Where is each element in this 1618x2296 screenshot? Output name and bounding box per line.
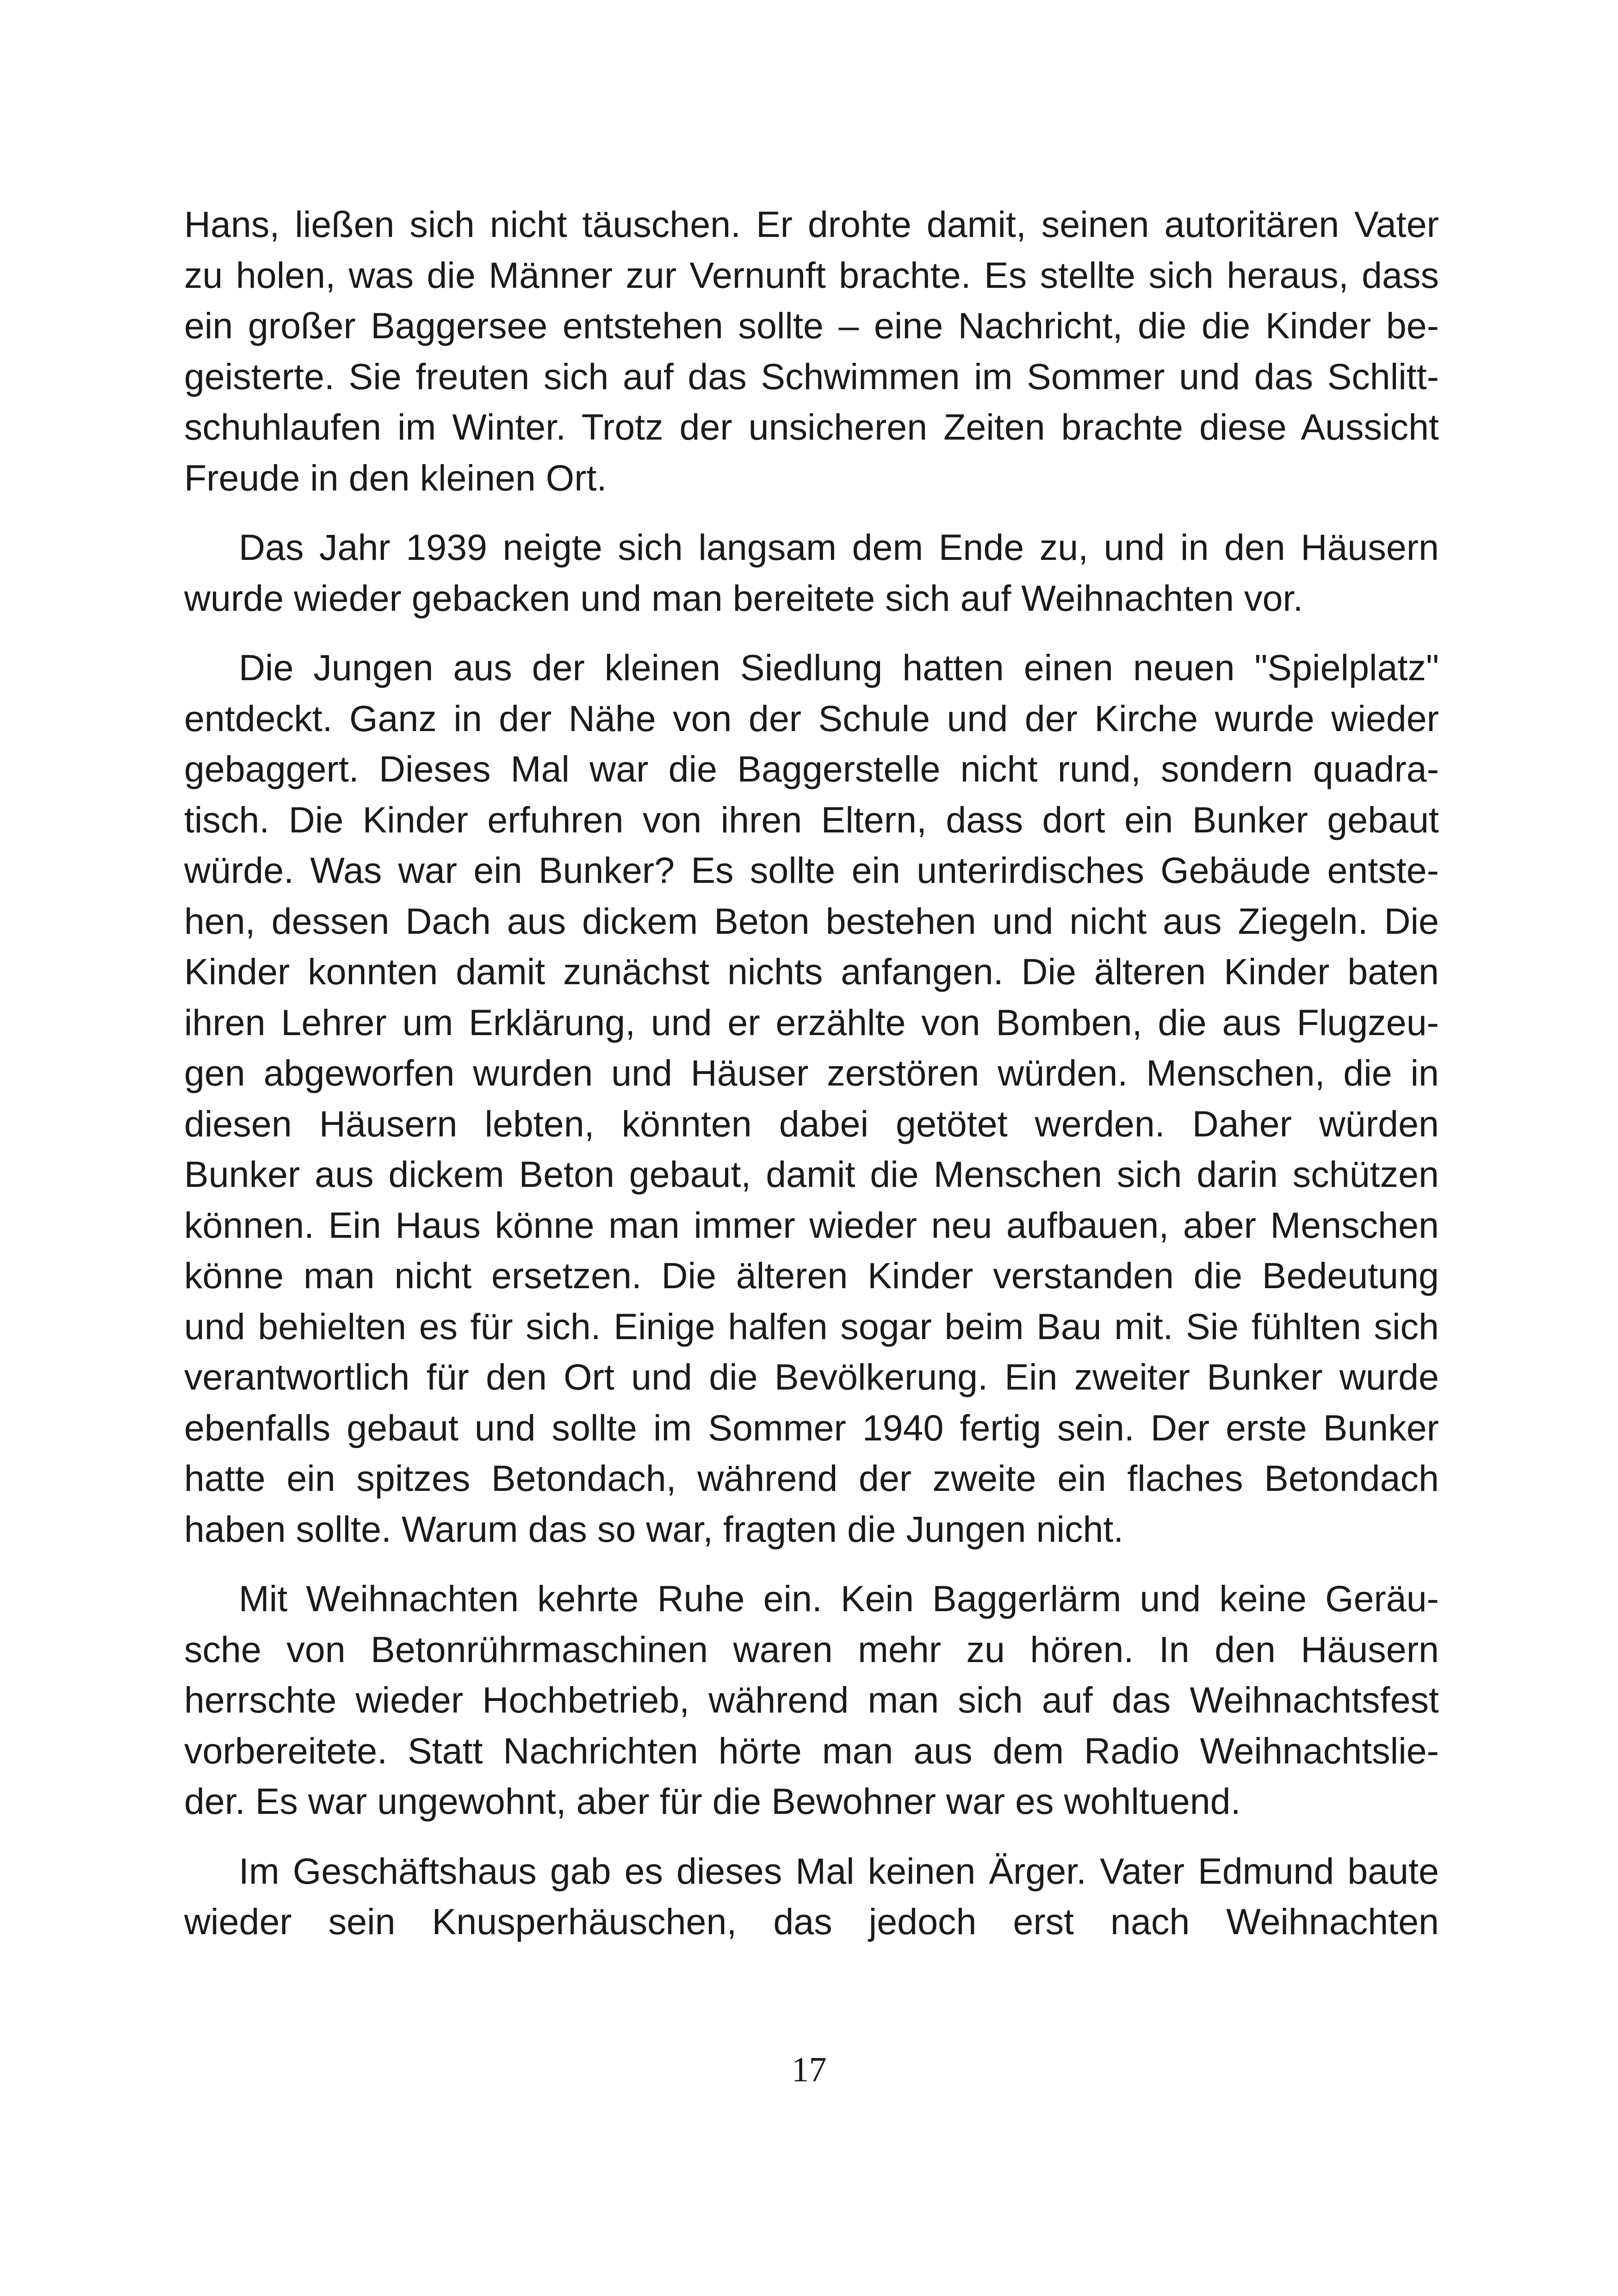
text-line: schuhlaufen im Winter. Trotz der unsicheren Zeiten brachte diese Aussicht <box>184 406 1439 447</box>
text-line: tisch. Die Kinder erfuhren von ihren Eltern, dass dort ein Bunker gebaut <box>184 799 1439 840</box>
text-line: haben sollte. Warum das so war, fragten die Jungen nicht. <box>184 1508 1124 1550</box>
text-line: ebenfalls gebaut und sollte im Sommer 1940 fertig sein. Der erste Bunker <box>184 1407 1439 1448</box>
paragraph <box>184 199 1439 503</box>
text-line: könne man nicht ersetzen. Die älteren Kinder verstanden die Bedeutung <box>184 1255 1439 1296</box>
paragraph <box>184 522 1439 623</box>
text-line: Hans, ließen sich nicht täuschen. Er drohte damit, seinen autoritären Vater <box>184 204 1439 245</box>
text-line: Im Geschäftshaus gab es dieses Mal keinen Ärger. Vater Edmund baute <box>239 1850 1439 1892</box>
paragraph <box>184 1573 1439 1827</box>
text-line: können. Ein Haus könne man immer wieder neu aufbauen, aber Menschen <box>184 1204 1439 1246</box>
text-line: ein großer Baggersee entstehen sollte – eine Nachricht, die die Kinder be- <box>184 305 1439 346</box>
text-line: wieder sein Knusperhäuschen, das jedoch erst nach Weihnachten <box>184 1901 1439 1942</box>
text-line: Die Jungen aus der kleinen Siedlung hatten einen neuen "Spielplatz" <box>239 647 1439 688</box>
text-line: diesen Häusern lebten, könnten dabei getötet werden. Daher würden <box>184 1103 1439 1144</box>
text-line: gen abgeworfen wurden und Häuser zerstören würden. Menschen, die in <box>184 1052 1439 1093</box>
text-line: der. Es war ungewohnt, aber für die Bewohner war es wohltuend. <box>184 1781 1241 1822</box>
text-line: hatte ein spitzes Betondach, während der zweite ein flaches Betondach <box>184 1458 1439 1499</box>
text-line: ihren Lehrer um Erklärung, und er erzählte von Bomben, die aus Flugzeu- <box>184 1001 1439 1043</box>
page-number: 17 <box>791 2050 827 2089</box>
text-line: vorbereitete. Statt Nachrichten hörte man aus dem Radio Weihnachtslie- <box>184 1730 1439 1771</box>
text-line: wurde wieder gebacken und man bereitete sich auf Weihnachten vor. <box>184 577 1303 619</box>
text-line: Das Jahr 1939 neigte sich langsam dem Ende zu, und in den Häusern <box>239 527 1439 568</box>
paragraph <box>184 642 1439 1554</box>
text-line: Mit Weihnachten kehrte Ruhe ein. Kein Baggerlärm und keine Geräu- <box>239 1578 1439 1619</box>
text-line: herrschte wieder Hochbetrieb, während man sich auf das Weihnachtsfest <box>184 1679 1439 1720</box>
text-line: zu holen, was die Männer zur Vernunft brachte. Es stellte sich heraus, dass <box>184 254 1439 296</box>
text-line: Freude in den kleinen Ort. <box>184 457 607 498</box>
text-line: Kinder konnten damit zunächst nichts anfangen. Die älteren Kinder baten <box>184 951 1439 992</box>
text-line: Bunker aus dickem Beton gebaut, damit die Menschen sich darin schützen <box>184 1154 1439 1195</box>
text-line: gebaggert. Dieses Mal war die Baggerstelle nicht rund, sondern quadra- <box>184 748 1439 789</box>
body-text <box>184 199 1439 1947</box>
text-line: entdeckt. Ganz in der Nähe von der Schule und der Kirche wurde wieder <box>184 697 1439 739</box>
paragraph <box>184 1846 1439 1947</box>
text-line: sche von Betonrührmaschinen waren mehr zu hören. In den Häusern <box>184 1628 1439 1670</box>
text-line: hen, dessen Dach aus dickem Beton bestehen und nicht aus Ziegeln. Die <box>184 900 1439 942</box>
text-line: würde. Was war ein Bunker? Es sollte ein unterirdisches Gebäude entste- <box>184 850 1439 891</box>
text-line: und behielten es für sich. Einige halfen sogar beim Bau mit. Sie fühlten sich <box>184 1305 1439 1347</box>
text-line: verantwortlich für den Ort und die Bevölkerung. Ein zweiter Bunker wurde <box>184 1356 1439 1397</box>
text-line: geisterte. Sie freuten sich auf das Schwimmen im Sommer und das Schlitt- <box>184 355 1439 397</box>
